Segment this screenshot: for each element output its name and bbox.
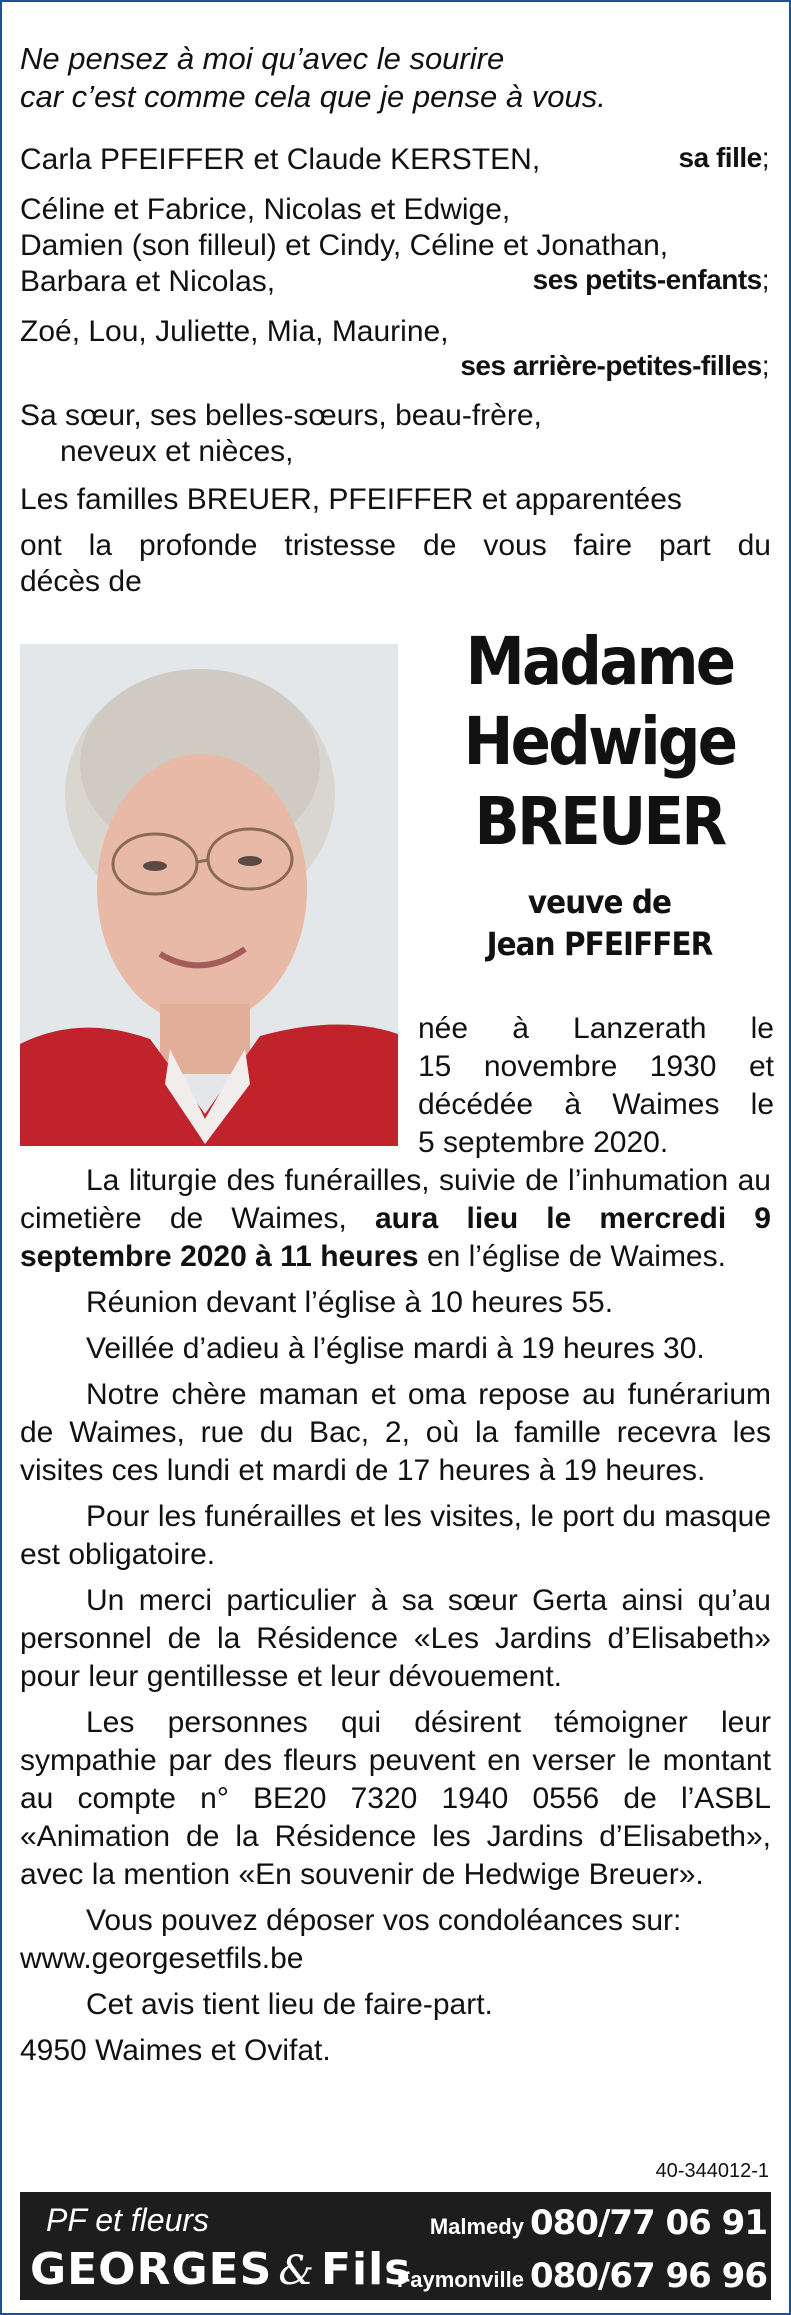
meeting-paragraph: Réunion devant l’église à 10 heures 55. [86, 1286, 614, 1319]
condolences-paragraph: Vous pouvez déposer vos condoléances sur: [86, 1904, 682, 1937]
faire-part-paragraph: Cet avis tient lieu de faire-part. [86, 1988, 493, 2021]
family-grandchildren-line: Damien (son filleul) et Cindy, Céline et Jonathan, [20, 229, 669, 262]
birth-line: née à Lanzerath le [418, 1012, 774, 1045]
phone-malmedy: Malmedy 080/77 06 91 [429, 2203, 767, 2243]
website-link[interactable]: www.georgesetfils.be [20, 1942, 304, 1975]
husband-name: Jean PFEIFFER [486, 925, 713, 963]
relation-daughter: sa fille; [678, 142, 769, 173]
birth-line: 15 novembre 1930 et [418, 1050, 774, 1083]
epitaph-quote [20, 40, 606, 116]
mask-paragraph: Pour les funérailles et les visites, le port du masque est obligatoire. [20, 1500, 771, 1571]
deceased-first-name: Hedwige [463, 703, 736, 780]
family-grandchildren-line: Barbara et Nicolas, [20, 265, 276, 298]
widow-label: veuve de [527, 883, 672, 921]
family-grandchildren-line: Céline et Fabrice, Nicolas et Edwige, [20, 193, 511, 226]
family-families: Les familles BREUER, PFEIFFER et apparentées [20, 483, 682, 516]
pf-fleurs-label: PF et fleurs [46, 2202, 210, 2238]
funeral-paragraph: La liturgie des funérailles, suivie de l’inhumation au cimetière de Waimes, aura lieu le mercredi 9 septembre 2020 à 11 heures en l’église de Waimes. [20, 1164, 771, 1273]
deceased-last-name: BREUER [474, 783, 725, 860]
phone-numbers [397, 2200, 767, 2306]
relation-grandchildren: ses petits-enfants; [532, 264, 769, 295]
deceased-photo [20, 644, 398, 1146]
death-line: 5 septembre 2020. [418, 1126, 669, 1159]
quote-line: car c’est comme cela que je pense à vous. [20, 79, 606, 114]
family-nephews: neveux et nièces, [60, 435, 294, 468]
family-daughter: Carla PFEIFFER et Claude KERSTEN, [20, 143, 541, 176]
address-line: 4950 Waimes et Ovifat. [20, 2034, 331, 2067]
birth-death-details [418, 1010, 774, 1162]
notice-body [20, 1162, 771, 2078]
death-line: décédée à Waimes le [418, 1088, 774, 1121]
funeral-home-banner [20, 2192, 771, 2300]
thanks-paragraph: Un merci particulier à sa sœur Gerta ainsi qu’au personnel de la Résidence «Les Jardins d’Elisabeth» pour leur gentillesse et leur dévouement. [20, 1584, 771, 1693]
reference-number: 40-344012-1 [655, 2160, 769, 2182]
announcement-line: ont la profonde tristesse de vous faire part du [20, 529, 771, 562]
family-siblings: Sa sœur, ses belles-sœurs, beau-frère, [20, 399, 542, 432]
funerarium-paragraph: Notre chère maman et oma repose au funérarium de Waimes, rue du Bac, 2, où la famille recevra les visites ces lundi et mardi de 17 heures à 19 heures. [20, 1378, 771, 1487]
announcement-line: décès de [20, 565, 142, 598]
phone-faymonville: Faymonville 080/67 96 96 [396, 2256, 767, 2296]
family-great-grandchildren: Zoé, Lou, Juliette, Mia, Maurine, [20, 315, 449, 348]
funeral-home-logo: GEORGES & Fils [30, 2244, 412, 2295]
donation-paragraph: Les personnes qui désirent témoigner leur sympathie par des fleurs peuvent en verser le montant au compte n° BE20 7320 1940 0556 de l’ASBL «Animation de la Résidence les Jardins d’Elisabeth», avec la mention «En souvenir de Hedwige Breuer». [20, 1706, 771, 1891]
vigil-paragraph: Veillée d’adieu à l’église mardi à 19 heures 30. [86, 1332, 705, 1365]
condolences-url [20, 1940, 771, 1978]
relation-great-grandchildren: ses arrière-petites-filles; [460, 350, 769, 381]
deceased-title: Madame [465, 623, 734, 700]
quote-line: Ne pensez à moi qu’avec le sourire [20, 41, 505, 76]
